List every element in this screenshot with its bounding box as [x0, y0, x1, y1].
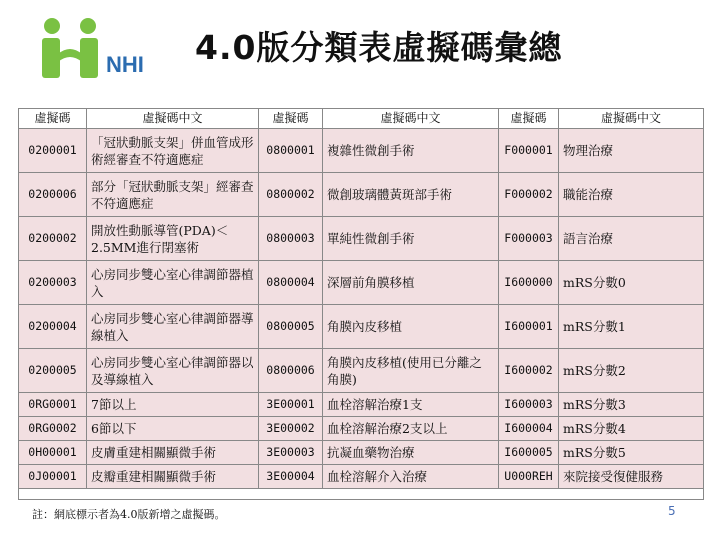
- description-cell: 語言治療: [559, 217, 703, 261]
- description-cell: 心房同步雙心室心律調節器導線植入: [87, 305, 259, 349]
- code-cell: 0200005: [19, 349, 87, 393]
- code-cell: 0800005: [259, 305, 323, 349]
- description-cell: 心房同步雙心室心律調節器以及導線植入: [87, 349, 259, 393]
- description-cell: 職能治療: [559, 173, 703, 217]
- code-cell: 3E00002: [259, 417, 323, 441]
- code-cell: 0RG0001: [19, 393, 87, 417]
- code-cell: F000001: [499, 129, 559, 173]
- description-cell: 「冠狀動脈支架」併血管成形術經審查不符適應症: [87, 129, 259, 173]
- description-cell: 血栓溶解治療2支以上: [323, 417, 499, 441]
- description-cell: 7節以上: [87, 393, 259, 417]
- code-cell: 3E00004: [259, 465, 323, 489]
- code-cell: 0800002: [259, 173, 323, 217]
- code-cell: 0800003: [259, 217, 323, 261]
- description-cell: 抗凝血藥物治療: [323, 441, 499, 465]
- description-cell: 心房同步雙心室心律調節器植入: [87, 261, 259, 305]
- description-cell: mRS分數2: [559, 349, 703, 393]
- column-header: 虛擬碼中文: [87, 109, 259, 129]
- code-cell: 0800001: [259, 129, 323, 173]
- description-cell: 來院接受復健服務: [559, 465, 703, 489]
- description-cell: 血栓溶解治療1支: [323, 393, 499, 417]
- description-cell: mRS分數0: [559, 261, 703, 305]
- code-cell: I600004: [499, 417, 559, 441]
- code-cell: 3E00001: [259, 393, 323, 417]
- code-cell: F000003: [499, 217, 559, 261]
- column-header: 虛擬碼: [499, 109, 559, 129]
- code-cell: 0800004: [259, 261, 323, 305]
- code-cell: 3E00003: [259, 441, 323, 465]
- nhi-logo: [28, 14, 198, 84]
- code-cell: I600002: [499, 349, 559, 393]
- description-cell: 物理治療: [559, 129, 703, 173]
- description-cell: mRS分數3: [559, 393, 703, 417]
- column-header: 虛擬碼中文: [559, 109, 703, 129]
- description-cell: 開放性動脈導管(PDA)＜2.5MM進行閉塞術: [87, 217, 259, 261]
- description-cell: mRS分數1: [559, 305, 703, 349]
- description-cell: mRS分數5: [559, 441, 703, 465]
- page-title: 4.0版分類表虛擬碼彙總: [195, 28, 563, 67]
- code-cell: I600005: [499, 441, 559, 465]
- description-cell: 皮膚重建相關顯微手術: [87, 441, 259, 465]
- column-header: 虛擬碼中文: [323, 109, 499, 129]
- description-cell: 深層前角膜移植: [323, 261, 499, 305]
- description-cell: 角膜內皮移植: [323, 305, 499, 349]
- description-cell: 角膜內皮移植(使用已分離之角膜): [323, 349, 499, 393]
- code-cell: U000REH: [499, 465, 559, 489]
- column-header: 虛擬碼: [259, 109, 323, 129]
- logo-text: NHI: [106, 52, 144, 77]
- code-cell: 0800006: [259, 349, 323, 393]
- description-cell: 血栓溶解介入治療: [323, 465, 499, 489]
- code-cell: F000002: [499, 173, 559, 217]
- description-cell: 複雜性微創手術: [323, 129, 499, 173]
- code-cell: 0200004: [19, 305, 87, 349]
- code-cell: I600000: [499, 261, 559, 305]
- code-cell: 0200003: [19, 261, 87, 305]
- code-table: [18, 108, 704, 500]
- page-number: 5: [668, 504, 676, 518]
- description-cell: 部分「冠狀動脈支架」經審查不符適應症: [87, 173, 259, 217]
- description-cell: 單純性微創手術: [323, 217, 499, 261]
- footnote: 註：網底標示者為4.0版新增之虛擬碼。: [32, 508, 226, 521]
- code-cell: 0H00001: [19, 441, 87, 465]
- column-header: 虛擬碼: [19, 109, 87, 129]
- code-cell: 0200001: [19, 129, 87, 173]
- code-cell: I600003: [499, 393, 559, 417]
- code-cell: 0200002: [19, 217, 87, 261]
- description-cell: 6節以下: [87, 417, 259, 441]
- description-cell: 皮瓣重建相關顯微手術: [87, 465, 259, 489]
- code-cell: 0200006: [19, 173, 87, 217]
- code-cell: I600001: [499, 305, 559, 349]
- code-cell: 0RG0002: [19, 417, 87, 441]
- description-cell: mRS分數4: [559, 417, 703, 441]
- code-cell: 0J00001: [19, 465, 87, 489]
- description-cell: 微創玻璃體黃斑部手術: [323, 173, 499, 217]
